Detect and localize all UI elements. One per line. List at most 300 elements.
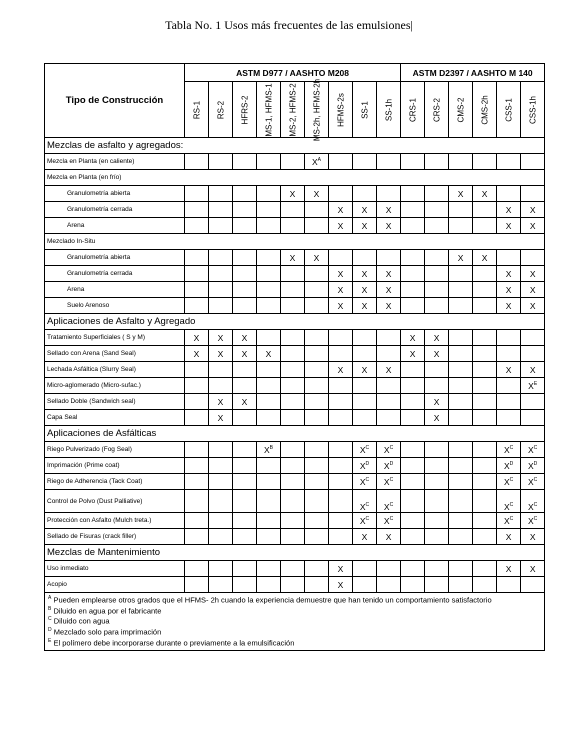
table-cell bbox=[281, 490, 305, 513]
table-row bbox=[45, 529, 545, 545]
usage-mark: X bbox=[217, 412, 224, 423]
table-cell bbox=[281, 154, 305, 170]
note-reference: C bbox=[509, 444, 514, 451]
table-cell bbox=[425, 154, 449, 170]
table-cell bbox=[377, 362, 401, 378]
column-header-crs-2 bbox=[425, 82, 449, 138]
table-cell bbox=[209, 561, 233, 577]
usage-mark: X bbox=[505, 300, 512, 311]
table-cell bbox=[305, 490, 329, 513]
usage-mark: X bbox=[337, 563, 344, 574]
table-cell bbox=[185, 154, 209, 170]
table-cell bbox=[425, 378, 449, 394]
table-cell bbox=[425, 458, 449, 474]
column-header-label: SS-1h bbox=[384, 98, 394, 121]
table-cell bbox=[473, 154, 497, 170]
column-header-cms-2h bbox=[473, 82, 497, 138]
table-cell bbox=[377, 490, 401, 513]
table-cell bbox=[401, 346, 425, 362]
row-label: Micro-aglomerado (Micro-sufac.) bbox=[45, 378, 185, 394]
column-header-label: CSS-1h bbox=[528, 95, 538, 124]
usage-mark: X bbox=[503, 515, 510, 526]
table-cell bbox=[521, 362, 545, 378]
table-cell bbox=[209, 442, 233, 458]
table-cell bbox=[521, 410, 545, 426]
table-cell bbox=[305, 298, 329, 314]
table-cell bbox=[185, 474, 209, 490]
column-header-css-1 bbox=[497, 82, 521, 138]
table-cell bbox=[257, 529, 281, 545]
usage-mark: X bbox=[383, 444, 390, 455]
table-cell bbox=[497, 362, 521, 378]
table-cell bbox=[329, 154, 353, 170]
usage-mark: X bbox=[529, 300, 536, 311]
row-label: Lechada Asfáltica (Slurry Seal) bbox=[45, 362, 185, 378]
usage-mark: X bbox=[385, 300, 392, 311]
table-cell bbox=[305, 330, 329, 346]
table-cell bbox=[473, 346, 497, 362]
table-cell bbox=[209, 218, 233, 234]
table-cell bbox=[521, 186, 545, 202]
table-cell bbox=[353, 394, 377, 410]
usage-mark: X bbox=[481, 252, 488, 263]
table-cell bbox=[209, 282, 233, 298]
table-cell bbox=[377, 298, 401, 314]
table-cell bbox=[449, 154, 473, 170]
table-title: Tabla No. 1 Usos más frecuentes de las emulsiones| bbox=[165, 18, 413, 32]
table-cell bbox=[305, 577, 329, 593]
table-cell bbox=[425, 202, 449, 218]
table-cell bbox=[473, 218, 497, 234]
table-cell bbox=[377, 202, 401, 218]
footnote-mark: E bbox=[48, 637, 52, 644]
table-cell bbox=[425, 266, 449, 282]
table-cell bbox=[281, 410, 305, 426]
column-header-cms-2 bbox=[449, 82, 473, 138]
usage-mark: X bbox=[528, 460, 534, 471]
table-cell bbox=[257, 154, 281, 170]
table-cell bbox=[353, 490, 377, 513]
table-cell bbox=[329, 490, 353, 513]
table-cell bbox=[425, 218, 449, 234]
table-cell bbox=[473, 250, 497, 266]
note-reference: C bbox=[533, 444, 538, 451]
table-cell bbox=[305, 282, 329, 298]
table-cell bbox=[185, 362, 209, 378]
table-cell bbox=[233, 298, 257, 314]
usage-mark: X bbox=[337, 204, 344, 215]
table-cell bbox=[425, 298, 449, 314]
table-cell bbox=[305, 250, 329, 266]
column-header-ms-2h-hfms-2h bbox=[305, 78, 329, 141]
table-cell bbox=[209, 378, 233, 394]
table-cell bbox=[257, 577, 281, 593]
table-cell bbox=[401, 250, 425, 266]
table-cell bbox=[377, 282, 401, 298]
footnote-c bbox=[48, 616, 541, 627]
table-cell bbox=[305, 186, 329, 202]
note-reference: C bbox=[389, 444, 394, 451]
table-cell bbox=[521, 458, 545, 474]
table-cell bbox=[281, 529, 305, 545]
table-cell bbox=[377, 394, 401, 410]
table-cell bbox=[473, 186, 497, 202]
table-cell bbox=[521, 474, 545, 490]
table-cell bbox=[497, 330, 521, 346]
table-cell bbox=[185, 561, 209, 577]
table-row bbox=[45, 346, 545, 362]
table-cell bbox=[521, 218, 545, 234]
footnote-text: El polímero debe incorporarse durante o previamente a la emulsificación bbox=[53, 638, 295, 647]
table-cell bbox=[425, 330, 449, 346]
usage-mark: X bbox=[359, 476, 366, 487]
row-label: Suelo Arenoso bbox=[45, 298, 185, 314]
note-reference: C bbox=[365, 515, 370, 522]
table-cell bbox=[353, 458, 377, 474]
table-cell bbox=[401, 410, 425, 426]
table-row bbox=[45, 577, 545, 593]
table-cell bbox=[233, 529, 257, 545]
table-cell bbox=[185, 202, 209, 218]
table-cell bbox=[497, 202, 521, 218]
table-cell bbox=[497, 442, 521, 458]
table-cell bbox=[281, 282, 305, 298]
table-cell bbox=[233, 577, 257, 593]
table-cell bbox=[377, 218, 401, 234]
usage-mark: X bbox=[529, 204, 536, 215]
table-cell bbox=[305, 154, 329, 170]
table-cell bbox=[401, 394, 425, 410]
table-cell bbox=[497, 346, 521, 362]
table-cell bbox=[377, 330, 401, 346]
column-header-label: CMS-2 bbox=[456, 97, 466, 122]
row-label: Mezclado In-Situ bbox=[45, 234, 545, 250]
table-cell bbox=[521, 394, 545, 410]
table-cell bbox=[521, 202, 545, 218]
table-cell bbox=[401, 362, 425, 378]
usage-mark: X bbox=[361, 364, 368, 375]
table-cell bbox=[449, 561, 473, 577]
usage-mark: X bbox=[433, 412, 440, 423]
table-cell bbox=[305, 513, 329, 529]
table-cell bbox=[353, 577, 377, 593]
table-cell bbox=[209, 202, 233, 218]
usage-mark: X bbox=[457, 188, 464, 199]
table-cell bbox=[473, 474, 497, 490]
table-cell bbox=[305, 442, 329, 458]
table-cell bbox=[353, 186, 377, 202]
table-cell bbox=[521, 346, 545, 362]
table-row bbox=[45, 170, 545, 186]
table-cell bbox=[473, 298, 497, 314]
table-cell bbox=[329, 410, 353, 426]
table-cell bbox=[329, 298, 353, 314]
usage-mark: X bbox=[337, 268, 344, 279]
table-cell bbox=[329, 266, 353, 282]
usage-mark: X bbox=[359, 444, 366, 455]
column-header-crs-1 bbox=[401, 82, 425, 138]
text-cursor: | bbox=[410, 18, 413, 32]
table-cell bbox=[209, 298, 233, 314]
column-header-rs-1 bbox=[185, 82, 209, 138]
table-cell bbox=[473, 266, 497, 282]
table-cell bbox=[449, 298, 473, 314]
footnote-a bbox=[48, 595, 541, 606]
table-cell bbox=[425, 186, 449, 202]
usage-mark: X bbox=[289, 252, 296, 263]
table-cell bbox=[329, 346, 353, 362]
usage-mark: X bbox=[385, 284, 392, 295]
note-reference: A bbox=[317, 156, 321, 163]
table-cell bbox=[521, 513, 545, 529]
table-cell bbox=[473, 561, 497, 577]
note-reference: C bbox=[389, 502, 394, 509]
table-cell bbox=[473, 362, 497, 378]
table-cell bbox=[377, 474, 401, 490]
table-row bbox=[45, 250, 545, 266]
table-cell bbox=[497, 561, 521, 577]
table-row bbox=[45, 513, 545, 529]
footnote-mark: D bbox=[48, 626, 52, 633]
table-cell bbox=[257, 298, 281, 314]
table-cell bbox=[257, 266, 281, 282]
note-reference: D bbox=[365, 460, 370, 467]
table-cell bbox=[233, 362, 257, 378]
table-cell bbox=[257, 490, 281, 513]
table-cell bbox=[185, 410, 209, 426]
footnote-d bbox=[48, 627, 541, 638]
table-cell bbox=[281, 513, 305, 529]
table-row bbox=[45, 218, 545, 234]
table-cell bbox=[281, 577, 305, 593]
footnote-text: Diluido con agua bbox=[53, 616, 110, 626]
usage-mark: X bbox=[505, 284, 512, 295]
table-cell bbox=[425, 362, 449, 378]
table-row bbox=[45, 458, 545, 474]
table-cell bbox=[449, 266, 473, 282]
table-cell bbox=[305, 529, 329, 545]
row-label: Riego de Adherencia (Tack Coat) bbox=[45, 474, 185, 490]
usage-mark: X bbox=[503, 444, 510, 455]
table-cell bbox=[353, 474, 377, 490]
usage-mark: X bbox=[505, 220, 512, 231]
usage-mark: X bbox=[433, 332, 440, 343]
table-cell bbox=[185, 513, 209, 529]
usage-mark: X bbox=[337, 579, 344, 590]
table-cell bbox=[449, 458, 473, 474]
table-cell bbox=[257, 442, 281, 458]
table-cell bbox=[185, 378, 209, 394]
table-cell bbox=[521, 266, 545, 282]
table-row bbox=[45, 394, 545, 410]
table-cell bbox=[305, 410, 329, 426]
column-header-label: MS-2h, HFMS-2h bbox=[312, 78, 321, 141]
table-cell bbox=[257, 282, 281, 298]
table-cell bbox=[425, 474, 449, 490]
table-cell bbox=[497, 474, 521, 490]
table-cell bbox=[353, 298, 377, 314]
usage-mark: X bbox=[503, 502, 510, 512]
group-header-astm-d977: ASTM D977 / AASHTO M208 bbox=[185, 64, 401, 82]
table-cell bbox=[329, 561, 353, 577]
table-cell bbox=[353, 362, 377, 378]
table-cell bbox=[281, 346, 305, 362]
table-cell bbox=[473, 490, 497, 513]
table-cell bbox=[185, 330, 209, 346]
table-cell bbox=[521, 490, 545, 513]
row-label: Arena bbox=[45, 218, 185, 234]
note-reference: D bbox=[533, 460, 538, 467]
usage-mark: X bbox=[503, 476, 510, 487]
column-header-label: RS-1 bbox=[192, 100, 201, 119]
table-cell bbox=[401, 282, 425, 298]
column-header-label: RS-2 bbox=[216, 100, 225, 119]
section-heading: Mezclas de asfalto y agregados: bbox=[45, 138, 545, 154]
usage-mark: X bbox=[217, 396, 224, 407]
table-cell bbox=[449, 362, 473, 378]
table-cell bbox=[377, 250, 401, 266]
table-cell bbox=[401, 202, 425, 218]
table-cell bbox=[401, 378, 425, 394]
table-cell bbox=[353, 250, 377, 266]
table-cell bbox=[377, 529, 401, 545]
table-row bbox=[45, 186, 545, 202]
table-cell bbox=[401, 474, 425, 490]
table-cell bbox=[425, 394, 449, 410]
column-header-ss-1 bbox=[353, 82, 377, 138]
table-cell bbox=[521, 298, 545, 314]
table-cell bbox=[209, 154, 233, 170]
table-cell bbox=[305, 561, 329, 577]
table-cell bbox=[401, 442, 425, 458]
column-header-ms-2-hfms-2 bbox=[281, 82, 305, 138]
table-cell bbox=[209, 362, 233, 378]
section-heading-row bbox=[45, 426, 545, 442]
table-cell bbox=[449, 282, 473, 298]
usage-mark: X bbox=[433, 396, 440, 407]
column-header-hfms-2s bbox=[329, 82, 353, 138]
table-cell bbox=[449, 529, 473, 545]
table-cell bbox=[497, 154, 521, 170]
table-cell bbox=[521, 442, 545, 458]
table-cell bbox=[329, 330, 353, 346]
table-cell bbox=[233, 330, 257, 346]
table-cell bbox=[449, 330, 473, 346]
table-cell bbox=[425, 250, 449, 266]
usage-mark: X bbox=[193, 348, 200, 359]
row-label: Sellado de Fisuras (crack filler) bbox=[45, 529, 185, 545]
table-cell bbox=[353, 282, 377, 298]
footnote-mark: C bbox=[48, 616, 52, 623]
section-heading: Mezclas de Mantenimiento bbox=[45, 545, 545, 561]
table-cell bbox=[209, 346, 233, 362]
table-cell bbox=[425, 577, 449, 593]
table-cell bbox=[329, 458, 353, 474]
table-cell bbox=[281, 202, 305, 218]
table-cell bbox=[257, 202, 281, 218]
table-cell bbox=[353, 346, 377, 362]
usage-mark: X bbox=[289, 188, 296, 199]
usage-mark: X bbox=[528, 444, 534, 455]
table-cell bbox=[377, 410, 401, 426]
table-cell bbox=[473, 378, 497, 394]
table-row bbox=[45, 378, 545, 394]
usage-mark: X bbox=[457, 252, 464, 263]
table-cell bbox=[305, 346, 329, 362]
section-heading-row bbox=[45, 314, 545, 330]
table-cell bbox=[329, 394, 353, 410]
emulsions-table bbox=[44, 63, 545, 651]
table-cell bbox=[497, 513, 521, 529]
table-cell bbox=[521, 561, 545, 577]
note-reference: C bbox=[365, 502, 370, 509]
table-cell bbox=[233, 458, 257, 474]
footnote-e bbox=[48, 638, 541, 649]
table-cell bbox=[449, 513, 473, 529]
table-cell bbox=[329, 442, 353, 458]
table-cell bbox=[497, 458, 521, 474]
table-cell bbox=[209, 410, 233, 426]
usage-mark: X bbox=[313, 188, 320, 199]
table-cell bbox=[449, 577, 473, 593]
note-reference: C bbox=[389, 476, 394, 483]
table-cell bbox=[257, 513, 281, 529]
table-cell bbox=[329, 474, 353, 490]
usage-mark: X bbox=[409, 332, 416, 343]
note-reference: C bbox=[533, 476, 538, 483]
table-cell bbox=[353, 561, 377, 577]
usage-mark: X bbox=[505, 204, 512, 215]
note-reference: D bbox=[389, 460, 394, 467]
usage-mark: X bbox=[241, 348, 248, 359]
usage-mark: X bbox=[383, 515, 390, 526]
table-cell bbox=[281, 394, 305, 410]
table-cell bbox=[185, 346, 209, 362]
table-cell bbox=[305, 458, 329, 474]
table-cell bbox=[185, 458, 209, 474]
table-cell bbox=[449, 474, 473, 490]
table-cell bbox=[497, 394, 521, 410]
table-cell bbox=[449, 218, 473, 234]
note-reference: C bbox=[509, 515, 514, 522]
usage-mark: X bbox=[359, 515, 366, 526]
table-cell bbox=[233, 282, 257, 298]
table-cell bbox=[425, 529, 449, 545]
row-label: Mezcla en Planta (en frío) bbox=[45, 170, 545, 186]
footnote-b bbox=[48, 606, 541, 617]
table-cell bbox=[185, 186, 209, 202]
column-header-label: HFMS-2s bbox=[336, 92, 345, 127]
table-cell bbox=[185, 298, 209, 314]
table-cell bbox=[209, 266, 233, 282]
table-cell bbox=[425, 442, 449, 458]
table-cell bbox=[185, 577, 209, 593]
table-cell bbox=[521, 529, 545, 545]
table-cell bbox=[353, 266, 377, 282]
table-cell bbox=[521, 250, 545, 266]
table-cell bbox=[185, 282, 209, 298]
table-cell bbox=[329, 250, 353, 266]
table-cell bbox=[401, 577, 425, 593]
note-reference: E bbox=[533, 380, 538, 387]
column-header-label: CMS-2h bbox=[480, 94, 490, 125]
usage-mark: X bbox=[217, 348, 224, 359]
section-heading: Aplicaciones de Asfalto y Agregado bbox=[45, 314, 545, 330]
usage-mark: X bbox=[241, 332, 248, 343]
row-label: Sellado con Arena (Sand Seal) bbox=[45, 346, 185, 362]
row-label: Capa Seal bbox=[45, 410, 185, 426]
table-cell bbox=[473, 282, 497, 298]
